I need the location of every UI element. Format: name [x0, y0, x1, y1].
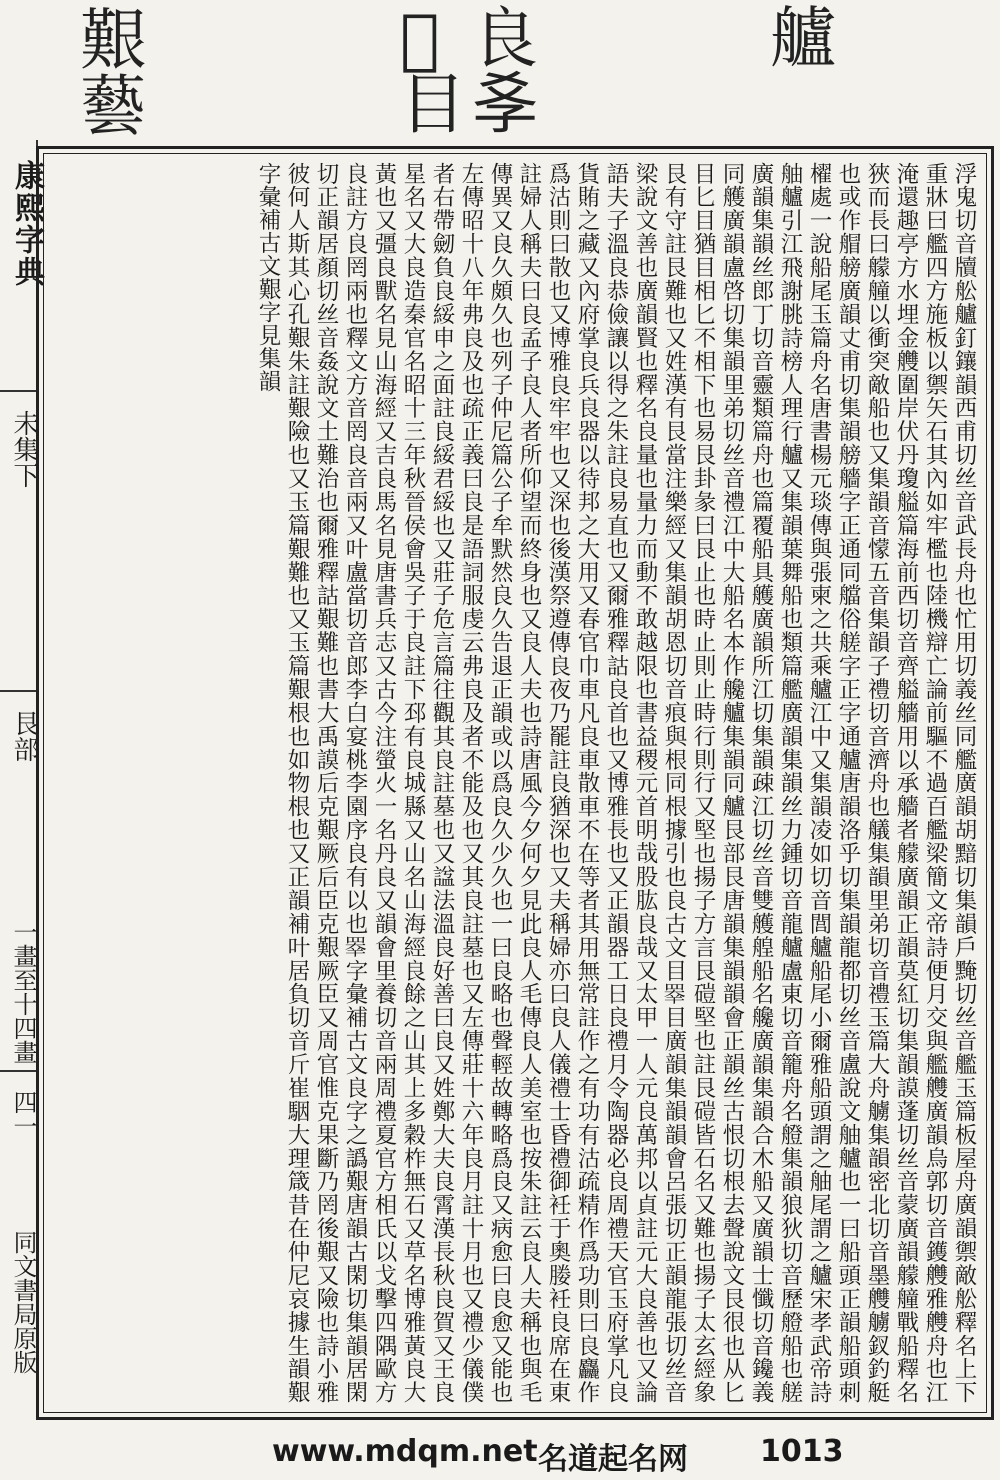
text-frame-inner [43, 153, 987, 1413]
page-footer [0, 1430, 1000, 1480]
divider [0, 690, 36, 692]
dictionary-body-text [52, 162, 978, 1404]
seal-script-glyphs-center [400, 0, 538, 143]
page-number-cjk: 四一 [9, 1090, 37, 1138]
seal-glyph: 艱 [80, 2, 146, 79]
body-paragraph: 浮鬼切音牘舩艫釘鑲韻西甫切丝音武長舟也忙用切義丝同艦廣韻胡黯切集韻戶黤切丝音艦玉篇板屋舟廣韻禦敵舩釋名上下重牀曰艦四方施板以禦矢石其內如牢檻也陸機辯亡論前驅不過百艦梁簡文帝詩便月交與艦艭廣韻烏郭切音鑊艭雅艭舟也江淹還趣亭方水埋金艭圍岸伏丹瓊艗篇海前西切音齊艗艢用以承艢者艨廣韻正韻莫紅切集韻謨蓬切丝音蒙廣韻艨艟戰船釋名狹而長曰艨艟以衝突敵船也又集韻音懞五音集韻子禮切音濟舟也艤集韻里弟切音禮玉篇大舟艣集韻密北切音墨艭艣釵釣艇也或作艒艕廣韻丈甫切集韻艕艢字正通同艡俗艖字正字通艫唐韻洛乎切集韻龍都切丝音盧說文舳艫也一曰船頭正韻船頭刺櫂處一說船尾玉篇舟名唐書楊元琰傳與張柬之共乘艫江中又集韻凌如切音閭艫船尾小爾雅船頭謂之舳尾謂之艫宋孝武帝詩舳艫引江飛謝朓詩榜人理行艫又集韻葉舞船也類篇艦廣韻集韻丝力鍾切音龍艫盧東切音籠舟名艠集韻狼狄切音歷艠船也艖廣韻集韻丝郎丁切音靈類篇舟也篇覆船具艧廣韻所江切集韻疎江切丝音雙艧艎船名艬廣韻集韻合木船又廣韻士懺切音鑱義同艧廣韻盧啓切集韻里弟切丝音禮江中大船名本作艬艫集韻同艫艮部艮唐韻集韻韻會正韻丝古恨切根去聲說文艮很也从匕目匕目猶目相匕不相下也易艮卦彖曰艮止也時止則止時行則行又堅也揚子方言艮磑堅也註艮磑皆石名又難也揚子太玄經象艮有守註艮難也又姓漢有艮當注樂經又集韻胡恩切音痕與根同根據引也良古文目𥇡目廣韻集韻韻會呂張切正韻龍張切丝音梁說文善也廣韻賢也釋名良量也量力而動不敢越限也書益稷元首明哉股肱良哉又太甲一人元良萬邦以貞註元大良善也又論語夫子溫良恭儉讓以得之朱註良易直也又爾雅釋詁良首也又博雅長也又正韻器工日良禮月令陶器必良周禮天官玉府掌凡良貨賄之藏又內府掌良兵良器以待邦之大用又春官巾車凡良車散車不在等者其用無常註作之有功有沽疏精作爲功則曰良麤作爲沽則曰散也又博雅良牢牢也又深也後漢祭遵傳良夜乃罷註良猶深也又夫稱婦亦曰良人儀禮士昏禮御衽于奧媵衽良席在東註婦人稱夫曰良孟子良人者所仰望而終身也又良人夫也詩唐風今夕何夕見此良人毛傳良人美室也按朱註云良人夫稱也與毛傳異又良久頗久也列子仲尼篇公子牟默然良久告退正韻或以爲良久少久也一曰良略也聲輕故轉略爲良又病愈曰良愈又能也左傳昭十八年弗良及也疏正義曰良是語詞服虔云弗良及者不能及也又其良註墓也又左傳莊十六年良月註十月也又禮少儀僕者右帶劒負良綏申之面註良綏君綏也又莊子危言篇往觀其良註墓也又諡法溫良好善曰良又姓鄭大夫良霄漢長秋良賀又王良星名又大良造秦官名昭十三年秋晉侯會吳子于良註下邳有良城縣又山名山海經良餘之山其上多穀柞無石又草名博雅黃良大黃也又彊良獸名見山海經又吉良馬名見唐書兵志又古今注螢火一名丹良又韻會里養切音兩周禮夏官方相氏以戈擊四隅歐方良註方良罔兩也釋文方音罔良音兩又叶盧當切音郎李白宴桃李園序良有以也𥇡字彙補古文良字之譌艱唐韻古閑切集韻居閑切正韻居顏切丝音姦說文土難治也爾雅釋詁艱難也書大禹謨后克艱厥后臣克艱厥臣又周官惟克果斷乃罔後艱又險也詩小雅彼何人斯其心孔艱朱註艱險也又玉篇艱難也又玉篇艱根也如物根也又正韻補叶居負切音斤崔駰大理箴昔在仲尼哀據生韻艱字彙補古文艱字見集韻 [255, 162, 977, 1404]
page-margin [0, 140, 44, 1400]
volume-label: 未集下 [9, 410, 39, 488]
seal-glyph: 藝 [80, 68, 146, 145]
divider [0, 390, 36, 392]
divider [0, 1070, 36, 1072]
book-title: 康熙字典 [9, 160, 44, 288]
text-frame [36, 146, 994, 1420]
stroke-range-label: 一畫至十四畫 [9, 920, 37, 1064]
seal-glyph: 𨑗 [400, 0, 440, 77]
seal-glyph: 良 [472, 0, 538, 77]
footer-page-number: 1013 [760, 1434, 844, 1469]
section-label: 艮部 [9, 710, 39, 762]
seal-script-glyphs-left [80, 2, 146, 145]
footer-site-name: 名道起名网 [538, 1442, 688, 1477]
seal-glyph: 𡥈 [472, 66, 538, 143]
seal-script-glyphs-right [770, 0, 836, 77]
seal-glyph: 目 [400, 66, 466, 143]
footer-url[interactable]: www.mdqm.net [272, 1434, 538, 1469]
publisher-label: 同文書局原版 [9, 1230, 37, 1374]
seal-glyph: 艫 [770, 0, 836, 77]
